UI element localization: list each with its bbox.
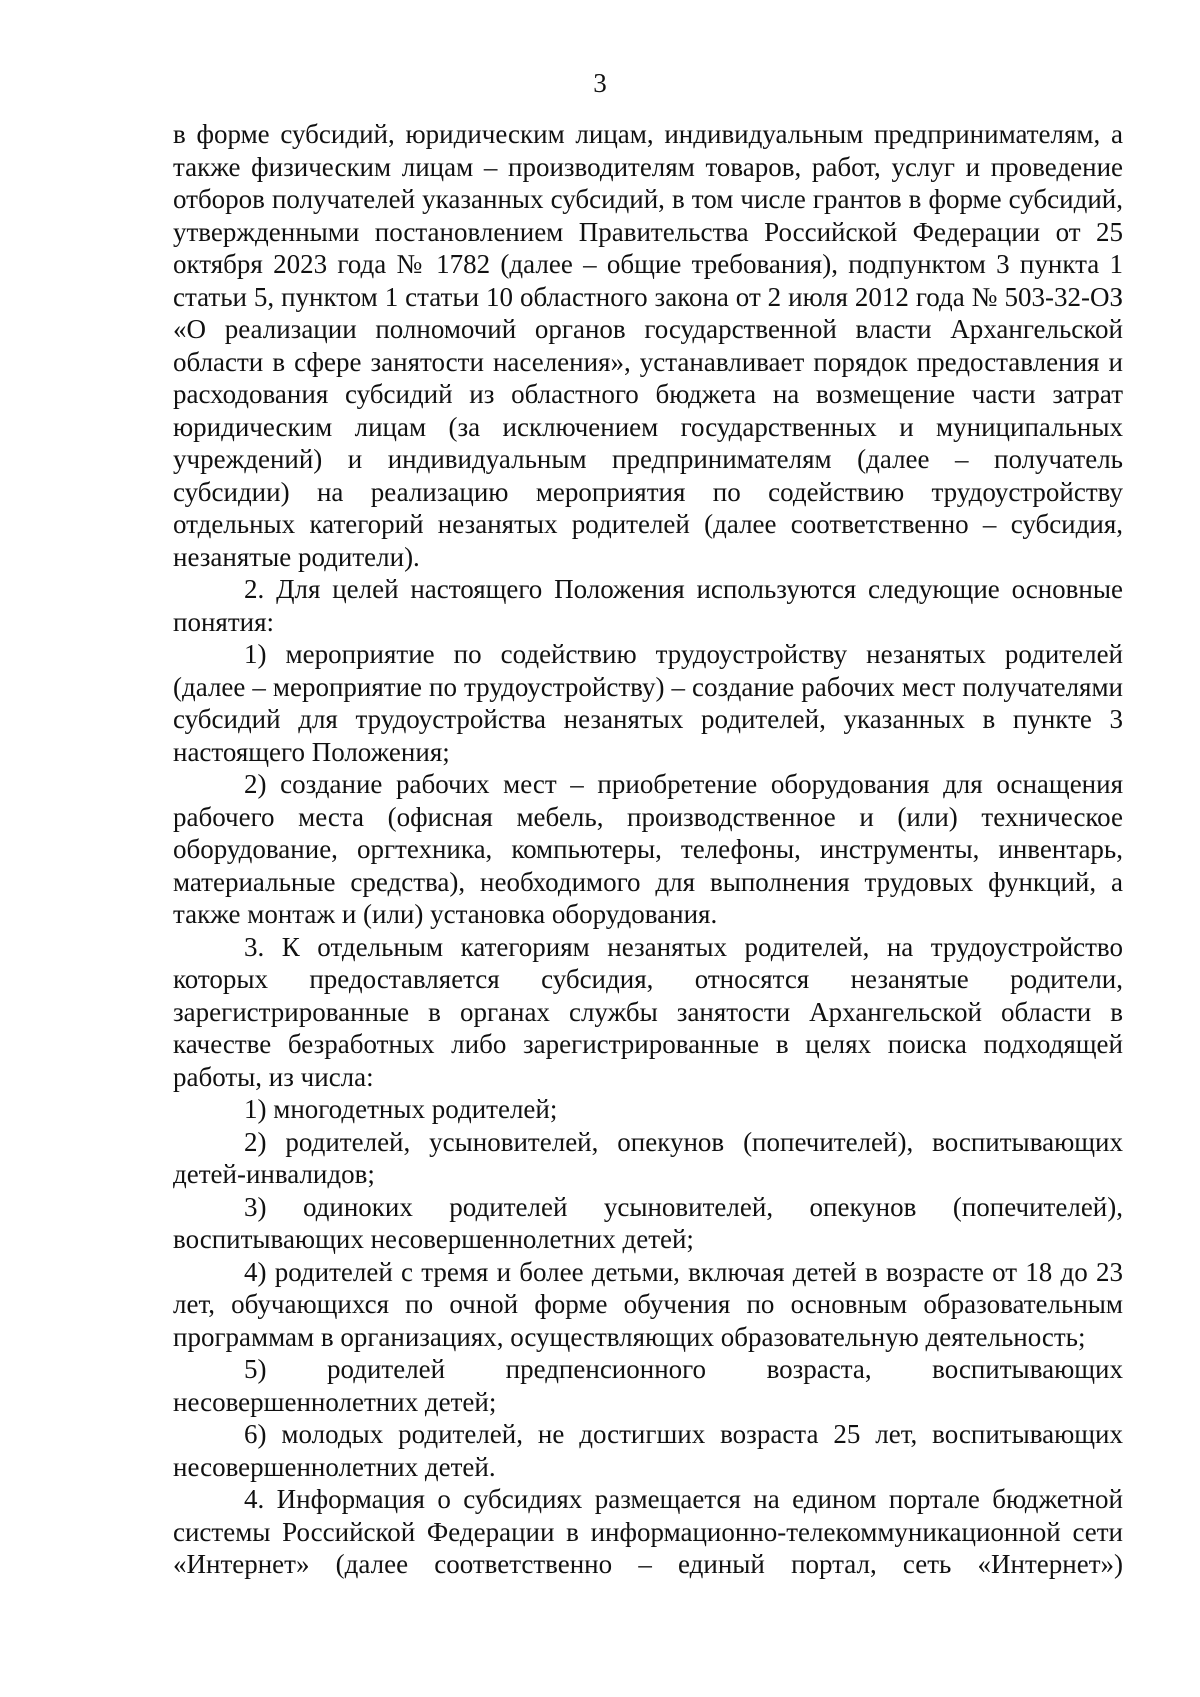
paragraph-category-4: 4) родителей с тремя и более детьми, включая детей в возрасте от 18 до 23 лет, обучающихся по очной форме обучения по основным образовательным программам в организациях, осуществляющих образовательную деятельность;: [173, 1256, 1123, 1352]
paragraph-definition-2: 2) создание рабочих мест – приобретение оборудования для оснащения рабочего места (офисная мебель, производственное и (или) техническое оборудование, оргтехника, компьютеры, телефоны, инструменты, инвентарь, материальные средства), необходимого для выполнения трудовых функций, а также монтаж и (или) установка оборудования.: [173, 769, 1123, 929]
paragraph-continuation: в форме субсидий, юридическим лицам, индивидуальным предпринимателям, а также физическим лицам – производителям товаров, работ, услуг и проведение отборов получателей указанных субсидий, в том числе грантов в форме субсидий, утвержденными постановлением Правительства Российской Федерации от 25 октября 2023 года № 1782 (далее – общие требования), подпунктом 3 пункта 1 статьи 5, пунктом 1 статьи 10 областного закона от 2 июля 2012 года № 503-32-ОЗ «О реализации полномочий органов государственной власти Архангельской области в сфере занятости населения», устанавливает порядок предоставления и расходования субсидий из областного бюджета на возмещение части затрат юридическим лицам (за исключением государственных и муниципальных учреждений) и индивидуальным предпринимателям (далее – получатель субсидии) на реализацию мероприятия по содействию трудоустройству отдельных категорий незанятых родителей (далее соответственно – субсидия, незанятые родители).: [173, 119, 1123, 572]
paragraph-category-6: 6) молодых родителей, не достигших возраста 25 лет, воспитывающих несовершеннолетних детей.: [173, 1419, 1123, 1482]
paragraph-item-3: 3. К отдельным категориям незанятых родителей, на трудоустройство которых предоставляется субсидия, относятся незанятые родители, зарегистрированные в органах службы занятости Архангельской области в качестве безработных либо зарегистрированные в целях поиска подходящей работы, из числа:: [173, 931, 1123, 1092]
page-number: 3: [593, 68, 607, 98]
paragraph-category-1: 1) многодетных родителей;: [244, 1094, 558, 1124]
paragraph-category-2: 2) родителей, усыновителей, опекунов (попечителей), воспитывающих детей-инвалидов;: [173, 1126, 1123, 1189]
document-body: [173, 118, 1123, 1581]
paragraph-category-5: 5) родителей предпенсионного возраста, воспитывающих несовершеннолетних детей;: [173, 1354, 1123, 1417]
paragraph-item-4: 4. Информация о субсидиях размещается на едином портале бюджетной системы Российской Федерации в информационно-телекоммуникационной сети «Интернет» (далее соответственно – единый портал, сеть «Интернет»): [173, 1484, 1123, 1579]
paragraph-definition-1: 1) мероприятие по содействию трудоустройству незанятых родителей (далее – мероприятие по трудоустройству) – создание рабочих мест получателями субсидий для трудоустройства незанятых родителей, указанных в пункте 3 настоящего Положения;: [173, 639, 1123, 767]
paragraph-category-3: 3) одиноких родителей усыновителей, опекунов (попечителей), воспитывающих несовершеннолетних детей;: [173, 1191, 1123, 1254]
paragraph-item-2: 2. Для целей настоящего Положения используются следующие основные понятия:: [173, 574, 1123, 637]
